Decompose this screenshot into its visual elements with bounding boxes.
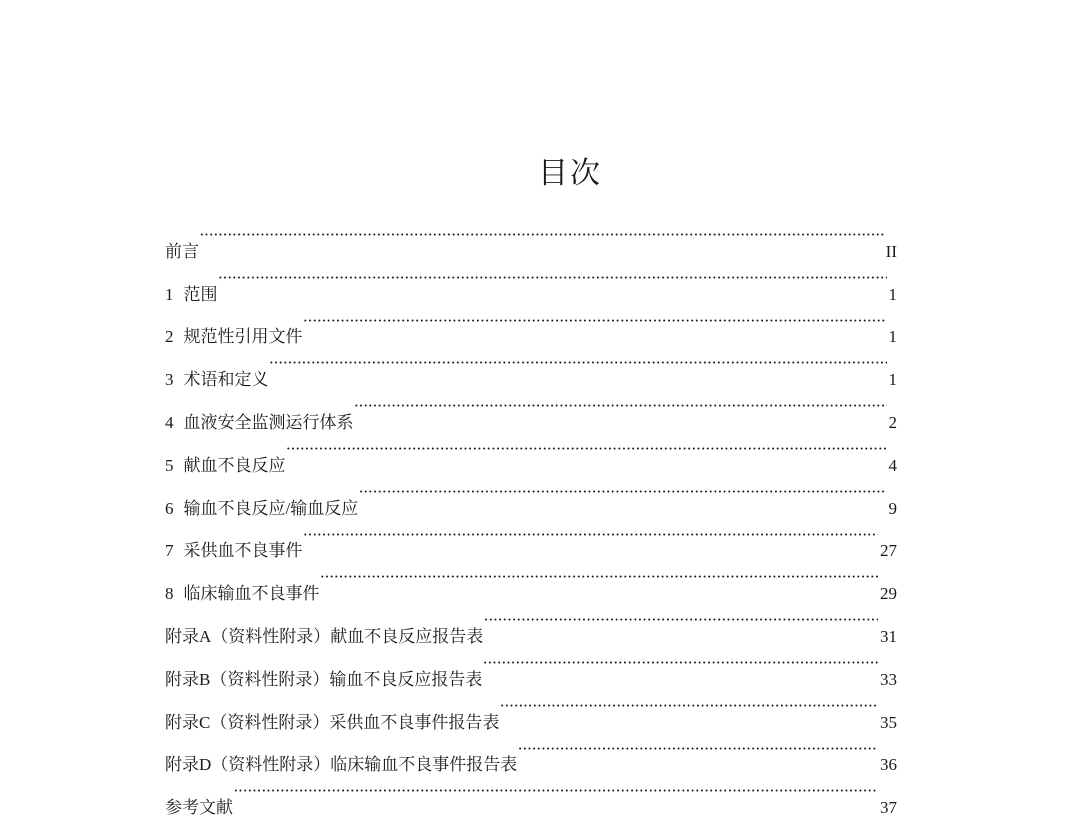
dot-leader xyxy=(286,428,887,471)
toc-entry-page: II xyxy=(885,241,897,261)
toc-entry-label: 附录C（资料性附录）采供血不良事件报告表 xyxy=(165,712,500,732)
toc-entry-label: 附录A（资料性附录）献血不良反应报告表 xyxy=(165,626,484,646)
dot-leader xyxy=(354,385,887,428)
toc-entry-scope[interactable] xyxy=(165,257,897,304)
dot-leader xyxy=(269,342,887,385)
dot-leader xyxy=(303,514,879,557)
toc-entry-page: 35 xyxy=(880,712,897,732)
dot-leader xyxy=(482,642,878,685)
toc-entry-number: 8 xyxy=(165,584,174,604)
toc-entry-terms-definitions[interactable] xyxy=(165,342,897,390)
toc-entry-page: 31 xyxy=(880,626,897,646)
toc-entry-label: 采供血不良事件 xyxy=(183,541,303,561)
toc-entry-label: 临床输血不良事件 xyxy=(183,584,320,604)
toc-entry-page: 1 xyxy=(888,284,897,304)
toc-entry-normative-references[interactable] xyxy=(165,300,897,347)
toc-entry-label: 参考文献 xyxy=(165,798,233,818)
dot-leader xyxy=(320,556,879,599)
toc-entry-number: 4 xyxy=(165,412,174,432)
toc-entry-label: 附录B（资料性附录）输血不良反应报告表 xyxy=(165,669,483,689)
toc-entry-label: 规范性引用文件 xyxy=(183,327,303,347)
toc-entry-page: 29 xyxy=(880,584,897,604)
dot-leader xyxy=(483,599,878,642)
toc-entry-page: 4 xyxy=(888,455,897,475)
toc-entry-page: 33 xyxy=(880,669,897,689)
toc-entry-label: 输血不良反应/输血反应 xyxy=(183,498,359,518)
dot-leader xyxy=(218,257,887,300)
toc-entry-number: 6 xyxy=(165,498,174,518)
dot-leader xyxy=(499,685,878,728)
toc-entry-page: 37 xyxy=(880,798,897,818)
toc-entry-label: 血液安全监测运行体系 xyxy=(183,412,354,432)
toc-entry-page: 27 xyxy=(880,541,897,561)
toc-entry-number: 2 xyxy=(165,327,174,347)
table-of-contents xyxy=(165,214,897,818)
toc-entry-page: 2 xyxy=(888,412,897,432)
toc-entry-page: 9 xyxy=(888,498,897,518)
toc-entry-number: 1 xyxy=(165,284,174,304)
toc-entry-label: 范围 xyxy=(183,284,218,304)
toc-entry-number: 5 xyxy=(165,455,174,475)
dot-leader xyxy=(303,300,887,343)
dot-leader xyxy=(517,728,878,771)
toc-entry-page: 1 xyxy=(888,327,897,347)
toc-entry-page: 36 xyxy=(880,755,897,775)
dot-leader xyxy=(199,214,884,257)
toc-entry-preface[interactable] xyxy=(165,214,897,261)
dot-leader xyxy=(233,770,878,813)
toc-entry-monitoring-system[interactable] xyxy=(165,385,897,432)
toc-entry-bibliography[interactable] xyxy=(165,770,897,818)
toc-entry-label: 术语和定义 xyxy=(183,370,269,390)
dot-leader xyxy=(358,471,886,514)
toc-entry-number: 7 xyxy=(165,541,174,561)
toc-entry-label: 前言 xyxy=(165,241,199,261)
toc-entry-page: 1 xyxy=(888,370,897,390)
toc-entry-label: 献血不良反应 xyxy=(183,455,286,475)
toc-entry-number: 3 xyxy=(165,370,174,390)
page-title: 目次 xyxy=(538,156,602,191)
toc-entry-label: 附录D（资料性附录）临床输血不良事件报告表 xyxy=(165,755,518,775)
